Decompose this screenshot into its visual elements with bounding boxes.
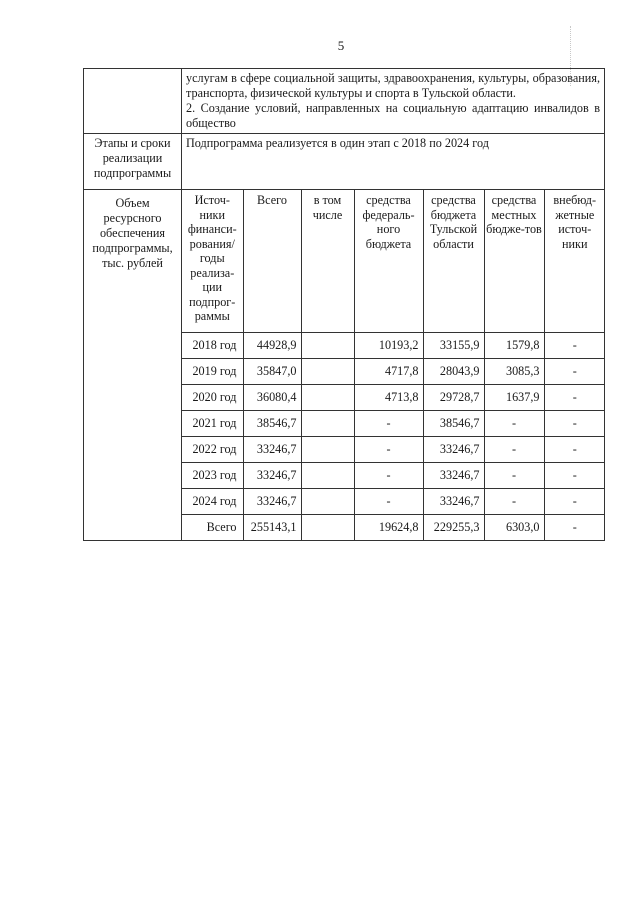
local-cell: - — [484, 462, 544, 488]
federal-cell: 19624,8 — [354, 514, 423, 540]
total-cell: 35847,0 — [243, 358, 301, 384]
federal-cell: - — [354, 410, 423, 436]
including-cell — [301, 332, 354, 358]
regional-cell: 38546,7 — [423, 410, 484, 436]
header-total: Всего — [243, 190, 301, 332]
header-sources: Источ-ники финанси-рования/ годы реализа-ции подпрог-раммы — [182, 190, 243, 332]
local-cell: 1579,8 — [484, 332, 544, 358]
extrabudget-cell: - — [544, 384, 605, 410]
header-local: средства местных бюдже-тов — [484, 190, 544, 332]
passport-table — [83, 68, 605, 541]
local-cell: 6303,0 — [484, 514, 544, 540]
goals-text-line2: 2. Создание условий, направленных на социальную адаптацию инвалидов в общество — [186, 101, 600, 130]
total-cell: 33246,7 — [243, 462, 301, 488]
extrabudget-cell: - — [544, 462, 605, 488]
total-cell: 255143,1 — [243, 514, 301, 540]
regional-cell: 33246,7 — [423, 462, 484, 488]
local-cell: - — [484, 436, 544, 462]
year-cell: 2019 год — [182, 358, 243, 384]
funding-row — [84, 190, 605, 541]
year-cell: 2022 год — [182, 436, 243, 462]
table-row — [182, 462, 605, 488]
including-cell — [301, 436, 354, 462]
table-row — [182, 332, 605, 358]
header-including: в том числе — [301, 190, 354, 332]
extrabudget-cell: - — [544, 410, 605, 436]
including-cell — [301, 358, 354, 384]
funding-label: Объем ресурсного обеспечения подпрограммы, тыс. рублей — [84, 190, 182, 541]
regional-cell: 33155,9 — [423, 332, 484, 358]
funding-header-row — [182, 190, 605, 332]
total-cell: 44928,9 — [243, 332, 301, 358]
year-cell: 2021 год — [182, 410, 243, 436]
goals-row — [84, 69, 605, 134]
regional-cell: 229255,3 — [423, 514, 484, 540]
stages-row — [84, 134, 605, 190]
year-cell: 2018 год — [182, 332, 243, 358]
extrabudget-cell: - — [544, 514, 605, 540]
header-regional: средства бюджета Тульской области — [423, 190, 484, 332]
table-row — [182, 436, 605, 462]
header-extrabudget: внебюд-жетные источ-ники — [544, 190, 605, 332]
year-cell: Всего — [182, 514, 243, 540]
federal-cell: 4713,8 — [354, 384, 423, 410]
regional-cell: 33246,7 — [423, 488, 484, 514]
regional-cell: 29728,7 — [423, 384, 484, 410]
federal-cell: - — [354, 488, 423, 514]
table-row — [182, 488, 605, 514]
local-cell: - — [484, 488, 544, 514]
including-cell — [301, 462, 354, 488]
including-cell — [301, 410, 354, 436]
regional-cell: 28043,9 — [423, 358, 484, 384]
total-cell: 33246,7 — [243, 436, 301, 462]
header-federal: средства федераль-ного бюджета — [354, 190, 423, 332]
extrabudget-cell: - — [544, 332, 605, 358]
table-row — [182, 384, 605, 410]
total-cell: 33246,7 — [243, 488, 301, 514]
table-row-total — [182, 514, 605, 540]
stages-label: Этапы и сроки реализации подпрограммы — [84, 134, 182, 190]
funding-table-cell — [182, 190, 605, 541]
table-row — [182, 410, 605, 436]
goals-text-cell — [182, 69, 605, 134]
local-cell: 1637,9 — [484, 384, 544, 410]
goals-label-cell — [84, 69, 182, 134]
local-cell: 3085,3 — [484, 358, 544, 384]
table-row — [182, 358, 605, 384]
year-cell: 2024 год — [182, 488, 243, 514]
including-cell — [301, 488, 354, 514]
including-cell — [301, 514, 354, 540]
federal-cell: - — [354, 462, 423, 488]
goals-text-line1: услугам в сфере социальной защиты, здравоохранения, культуры, образования, транспорта, физической культуры и спорта в Тульской области. — [186, 71, 600, 100]
funding-table — [182, 190, 605, 540]
extrabudget-cell: - — [544, 436, 605, 462]
total-cell: 38546,7 — [243, 410, 301, 436]
local-cell: - — [484, 410, 544, 436]
extrabudget-cell: - — [544, 358, 605, 384]
including-cell — [301, 384, 354, 410]
regional-cell: 33246,7 — [423, 436, 484, 462]
extrabudget-cell: - — [544, 488, 605, 514]
total-cell: 36080,4 — [243, 384, 301, 410]
federal-cell: 10193,2 — [354, 332, 423, 358]
stages-value: Подпрограмма реализуется в один этап с 2018 по 2024 год — [182, 134, 605, 190]
federal-cell: - — [354, 436, 423, 462]
year-cell: 2020 год — [182, 384, 243, 410]
page-number: 5 — [337, 38, 345, 53]
year-cell: 2023 год — [182, 462, 243, 488]
federal-cell: 4717,8 — [354, 358, 423, 384]
